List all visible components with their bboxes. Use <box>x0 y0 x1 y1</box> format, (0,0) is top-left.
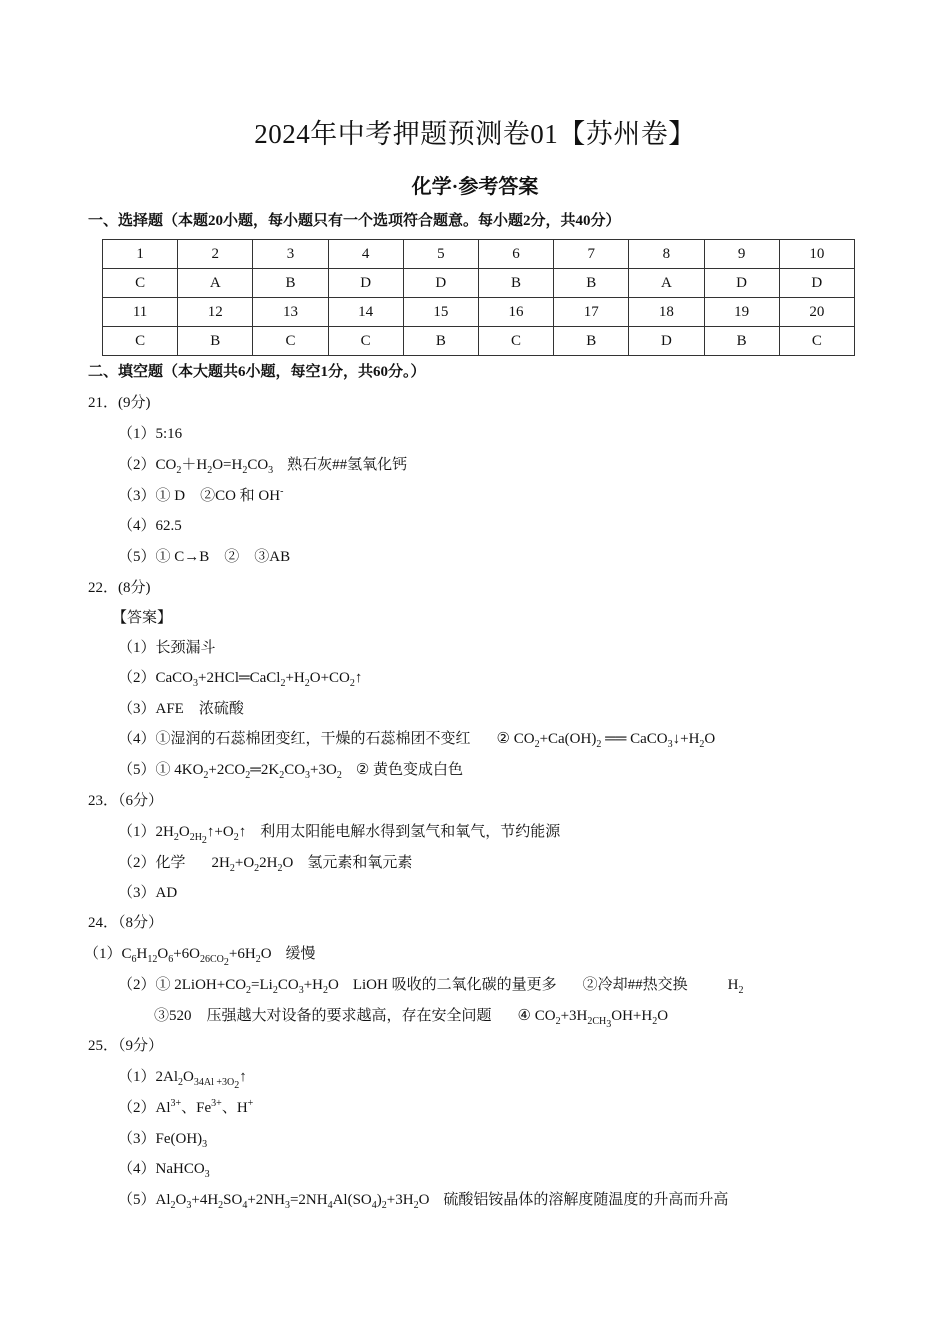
table-cell: 9 <box>704 240 779 269</box>
q25-title: 25．（9分） <box>88 1038 164 1054</box>
table-cell: C <box>103 327 178 356</box>
part-text: （4）①湿润的石蕊棉团变红，干燥的石蕊棉团不变红 <box>118 731 471 747</box>
q25-part4: （4）NaHCO$_3$ <box>118 1161 210 1180</box>
part-text: 利用太阳能电解水得到氢气和氧气，节约能源 <box>260 824 561 840</box>
page-title: 2024年中考押题预测卷01【苏州卷】 <box>254 119 696 149</box>
table-cell: 20 <box>779 298 854 327</box>
table-cell: 16 <box>478 298 553 327</box>
table-cell: 4 <box>328 240 403 269</box>
q21-part3 <box>118 484 283 505</box>
answer-table <box>102 239 855 356</box>
table-cell: 11 <box>103 298 178 327</box>
table-cell: A <box>178 269 253 298</box>
part-text: ②冷却##热交换 <box>582 977 688 993</box>
table-cell: C <box>779 327 854 356</box>
table-cell: B <box>478 269 553 298</box>
table-cell: D <box>704 269 779 298</box>
table-cell: C <box>253 327 328 356</box>
table-row <box>103 327 855 356</box>
q22-answer-label: 【答案】 <box>112 610 173 626</box>
q23-part3: （3）AD <box>118 885 178 901</box>
table-cell: 10 <box>779 240 854 269</box>
section-2-heading: 二、填空题（本大题共6小题，每空1分，共60分。） <box>88 364 426 380</box>
table-cell: B <box>554 269 629 298</box>
table-cell: 8 <box>629 240 704 269</box>
part-text: LiOH 吸收的二氧化碳的量更多 <box>352 977 557 993</box>
table-cell: 5 <box>403 240 478 269</box>
part-text: ② 黄色变成白色 <box>355 762 464 778</box>
q24-part1: $(1)C_6H_{12}O_6+6O_{26CO_2}+6H_2O$ 缓慢 <box>84 946 316 968</box>
q21-part4: （4）62.5 <box>118 518 182 534</box>
q24-title: 24．（8分） <box>88 915 164 931</box>
q23-part1: $(1)2H_2O_{2H_2}↑+O_2↑$ 利用太阳能电解水得到氢气和氧气，节约能源 <box>118 824 561 846</box>
table-cell: 13 <box>253 298 328 327</box>
part-text: 硫酸铝铵晶体的溶解度随温度的升高而升高 <box>443 1192 729 1208</box>
q22-part2: $(2)CaCO_3+2HCl═CaCl_2+H_2O+CO_2↑$ <box>118 670 363 689</box>
part-text: 缓慢 <box>285 946 316 962</box>
q21-part2: $(2)CO_2+H_2O=H_2CO_3$ 熟石灰##氢氧化钙 <box>118 457 408 476</box>
table-cell: B <box>704 327 779 356</box>
part-label: （2）化学 <box>118 855 186 871</box>
q25-part3: $(3)Fe(OH)_3$ <box>118 1131 208 1150</box>
table-cell: 17 <box>554 298 629 327</box>
table-cell: C <box>328 327 403 356</box>
charge-superscript: - <box>280 486 284 497</box>
q22-part3: （3）AFE 浓硫酸 <box>118 701 244 717</box>
table-cell: B <box>253 269 328 298</box>
table-cell: 1 <box>103 240 178 269</box>
table-row <box>103 240 855 269</box>
table-cell: A <box>629 269 704 298</box>
table-cell: 15 <box>403 298 478 327</box>
table-row <box>103 269 855 298</box>
table-cell: B <box>403 327 478 356</box>
q25-part5: $(5)Al_2O_3+4H_2SO_4+2NH_3=2NH_4Al(SO_4)_2+3H_2O$ 硫酸铝铵晶体的溶解度随温度的升高而升高 <box>118 1192 729 1211</box>
part-text: 氢元素和氧元素 <box>307 855 413 871</box>
part-text: （3）① D ②CO 和 OH <box>118 488 281 504</box>
page-subtitle: 化学·参考答案 <box>411 176 539 198</box>
table-cell: 6 <box>478 240 553 269</box>
table-cell: 7 <box>554 240 629 269</box>
table-cell: 3 <box>253 240 328 269</box>
table-cell: C <box>478 327 553 356</box>
q24-part2-cont: ③520 压强越大对设备的要求越高，存在安全问题 ④ $CO_2+3H_{2CH_3}OH+H_2O$ <box>154 1008 669 1030</box>
table-cell: D <box>403 269 478 298</box>
section-1-heading: 一、选择题（本题20小题，每小题只有一个选项符合题意。每小题2分，共40分） <box>88 213 621 229</box>
table-cell: 2 <box>178 240 253 269</box>
table-cell: 14 <box>328 298 403 327</box>
q25-part1: $(1)2Al_2O_{34Al +3O_2}↑$ <box>118 1069 247 1091</box>
q23-title: 23．（6分） <box>88 793 164 809</box>
table-cell: 19 <box>704 298 779 327</box>
part-label: （2） <box>118 457 156 473</box>
part-text: 熟石灰##氢氧化钙 <box>287 457 408 473</box>
table-row <box>103 298 855 327</box>
table-cell: D <box>629 327 704 356</box>
q21-part5: （5）① C→B ② ③AB <box>118 549 291 565</box>
q21-part1: （1）5:16 <box>118 426 183 442</box>
table-cell: 12 <box>178 298 253 327</box>
table-cell: D <box>779 269 854 298</box>
table-cell: B <box>178 327 253 356</box>
q22-part1: （1）长颈漏斗 <box>118 640 216 656</box>
table-cell: 18 <box>629 298 704 327</box>
part-text: ③520 压强越大对设备的要求越高，存在安全问题 <box>154 1008 492 1024</box>
table-cell: C <box>103 269 178 298</box>
q23-part2: （2）化学 $2H_2+O_22H_2O$ 氢元素和氧元素 <box>118 855 413 874</box>
q22-part5: （5）① $4KO_2+2CO_2═2K_2CO_3+3O_2$ ② 黄色变成白色 <box>118 762 464 781</box>
q24-part2: （2）① $2LiOH+CO_2=Li_2CO_3+H_2O$ LiOH 吸收的二氧化碳的量更多 ②冷却##热交换 $H_2$ <box>118 977 744 996</box>
q22-title: 22．(8分) <box>88 580 151 596</box>
q21-title: 21．(9分) <box>88 395 151 411</box>
q25-part2: $(2)Al^{3+}$、$Fe^{3+}$、H+ <box>118 1098 254 1116</box>
table-cell: D <box>328 269 403 298</box>
table-cell: B <box>554 327 629 356</box>
q22-part4: （4）①湿润的石蕊棉团变红，干燥的石蕊棉团不变红 ② $CO_2+Ca(OH)_2$ ══ $CaCO_3↓+H_2O$ <box>118 731 716 750</box>
